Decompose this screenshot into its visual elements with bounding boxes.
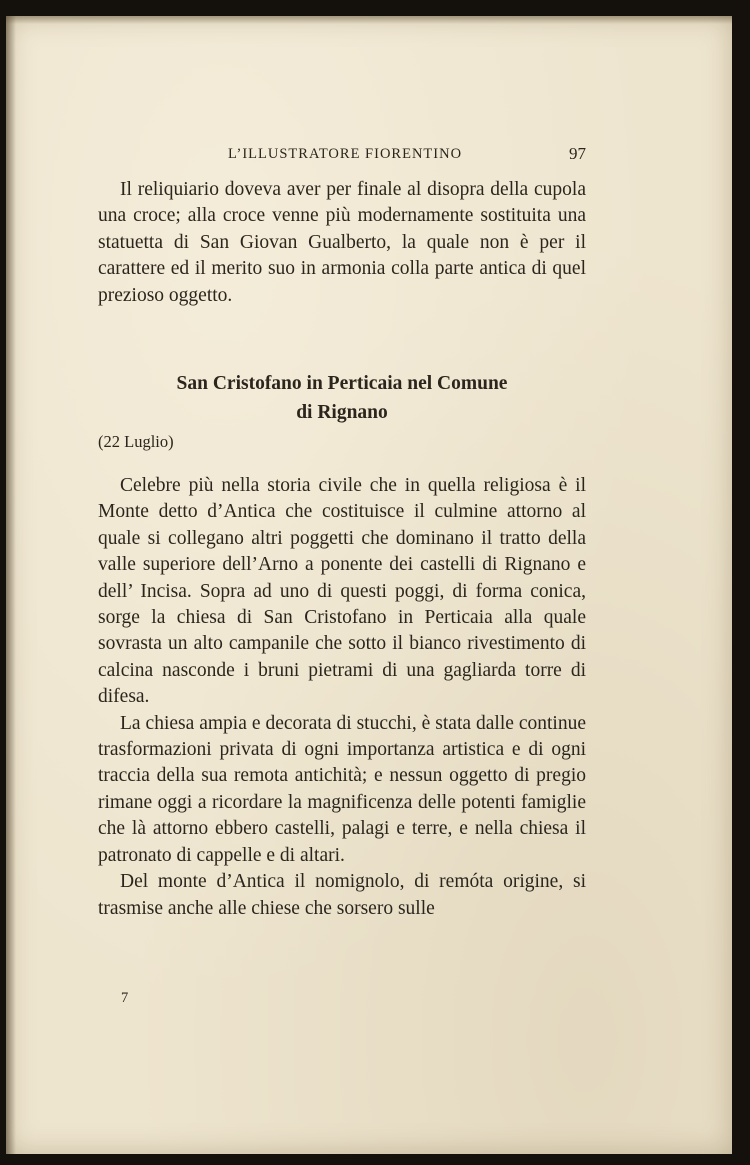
paragraph-monte-antica: Celebre più nella storia civile che in quella religiosa è il Monte detto d’Antica che costituisce il culmine attorno al quale si collegano altri poggetti che dominano il tratto della valle superiore dell’Arno a ponente dei castelli di Rignano e dell’ Incisa. Sopra ad uno di questi poggi, di forma conica, sorge la chiesa di San Cristofano in Perticaia alla quale sovrasta un alto campanile che sotto il bianco rivestimento di calcina nasconde i bruni pietrami di una gagliarda torre di difesa.	[98, 475, 586, 708]
running-head-title: L’ILLUSTRATORE FIORENTINO	[228, 146, 463, 162]
paragraph-chiesa: La chiesa ampia e decorata di stucchi, è stata dalle continue trasformazioni privata di ogni importanza artistica e di ogni traccia della sua remota antichità; e nessun oggetto di pregio rimane oggi a ricordare la magnificenza delle potenti famiglie che là attorno ebbero castelli, palagi e terre, e nella chiesa il patronato di cappelle e di altari.	[98, 712, 586, 866]
section-date: (22 Luglio)	[98, 432, 174, 451]
running-head	[98, 146, 586, 168]
text-block-main	[98, 473, 586, 922]
section-heading-line-1: San Cristofano in Perticaia nel Comune	[176, 373, 508, 394]
page-number: 97	[569, 144, 586, 163]
text-block-top	[98, 177, 586, 309]
section-heading-line-2: di Rignano	[296, 402, 388, 423]
section-heading	[98, 369, 586, 427]
signature-mark: 7	[121, 990, 129, 1006]
page-left-edge	[6, 16, 16, 1154]
page-top-edge	[6, 16, 732, 24]
paragraph-nomignolo: Del monte d’Antica il nomignolo, di remóta origine, si trasmise anche alle chiese che sorsero sulle	[98, 871, 586, 919]
paragraph-reliquiario: Il reliquiario doveva aver per finale al disopra della cupola una croce; alla croce venne più modernamente sostituita una statuetta di San Giovan Gualberto, la quale non è per il carattere ed il merito suo in armonia colla parte antica di quel prezioso oggetto.	[98, 179, 586, 306]
